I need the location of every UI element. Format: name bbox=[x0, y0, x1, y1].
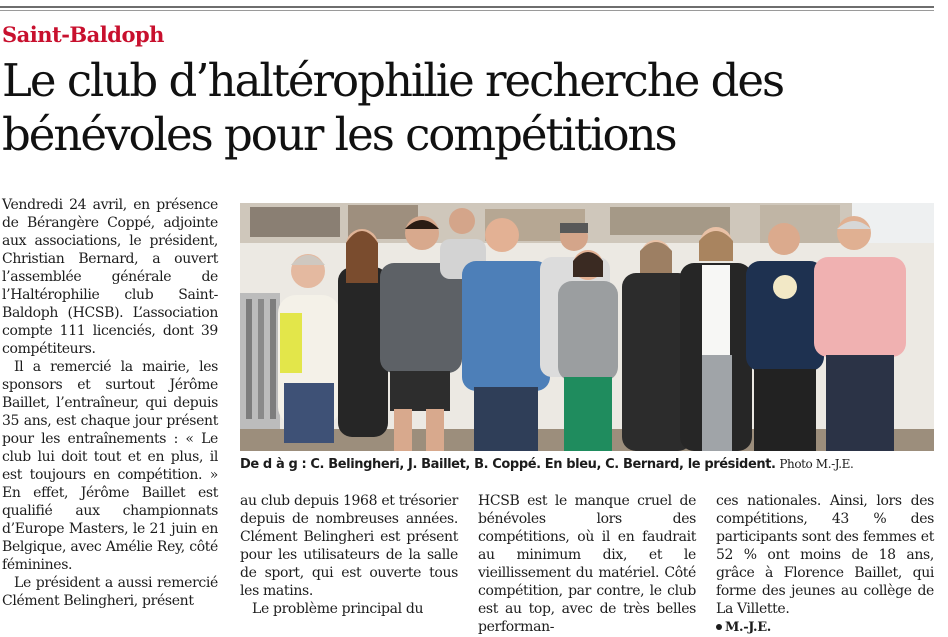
headline: Le club d’haltérophilie recherche des bénévoles pour les compétitions bbox=[2, 54, 784, 161]
section-kicker: Saint-Baldoph bbox=[2, 22, 164, 47]
article-column-2 bbox=[240, 492, 458, 618]
photo-caption bbox=[240, 456, 940, 473]
paragraph: HCSB est le manque cruel de bénévoles lors des compétitions, où il en faudrait au minimum dix, et le vieillissement du matériel. Côté compétition, par contre, le club est au top, avec de très belles performan- bbox=[478, 493, 696, 635]
article-column-1 bbox=[2, 196, 218, 610]
paragraph: Le problème principal du bbox=[252, 601, 424, 617]
paragraph: au club depuis 1968 et trésorier depuis de nombreuses années. Clément Belingheri est présent pour les utilisateurs de la salle de sport, qui est ouverte tous les matins. bbox=[240, 493, 458, 599]
author-signature: M.-J.E. bbox=[725, 620, 771, 635]
article-column-3 bbox=[478, 492, 696, 636]
top-rule bbox=[0, 6, 934, 8]
top-rule-thin bbox=[0, 10, 934, 11]
paragraph: ces nationales. Ainsi, lors des compétitions, 43 % des participants sont des femmes et 52 % ont moins de 18 ans, grâce à Florence Baillet, qui forme des jeunes au collège de La Villette. bbox=[716, 493, 934, 617]
group-photo bbox=[240, 203, 934, 451]
signature-line bbox=[716, 618, 934, 637]
bullet-icon bbox=[716, 624, 722, 630]
photo-credit: Photo M.-J.E. bbox=[779, 457, 854, 471]
group-photo-illustration bbox=[240, 203, 934, 451]
caption-text: De d à g : C. Belingheri, J. Baillet, B. Coppé. En bleu, C. Bernard, le président. bbox=[240, 457, 776, 472]
paragraph: Vendredi 24 avril, en présence de Bérangère Coppé, adjointe aux associations, le président, Christian Bernard, a ouvert l’assemblée générale de l’Haltérophilie club Saint-Baldoph (HCSB). L’association compte 111 licenciés, dont 39 compétiteurs. bbox=[2, 197, 218, 357]
article-column-4 bbox=[716, 492, 934, 637]
paragraph: Il a remercié la mairie, les sponsors et surtout Jérôme Baillet, l’entraîneur, qui depuis 35 ans, est chaque jour présent pour les entraînements : « Le club lui doit tout et en plus, il est toujours en compétition. » En effet, Jérôme Baillet est qualifié aux championnats d’Europe Masters, le 21 juin en Belgique, avec Amélie Rey, côté féminines. bbox=[2, 359, 218, 573]
paragraph: Le président a aussi remercié Clément Belingheri, présent bbox=[2, 575, 218, 609]
